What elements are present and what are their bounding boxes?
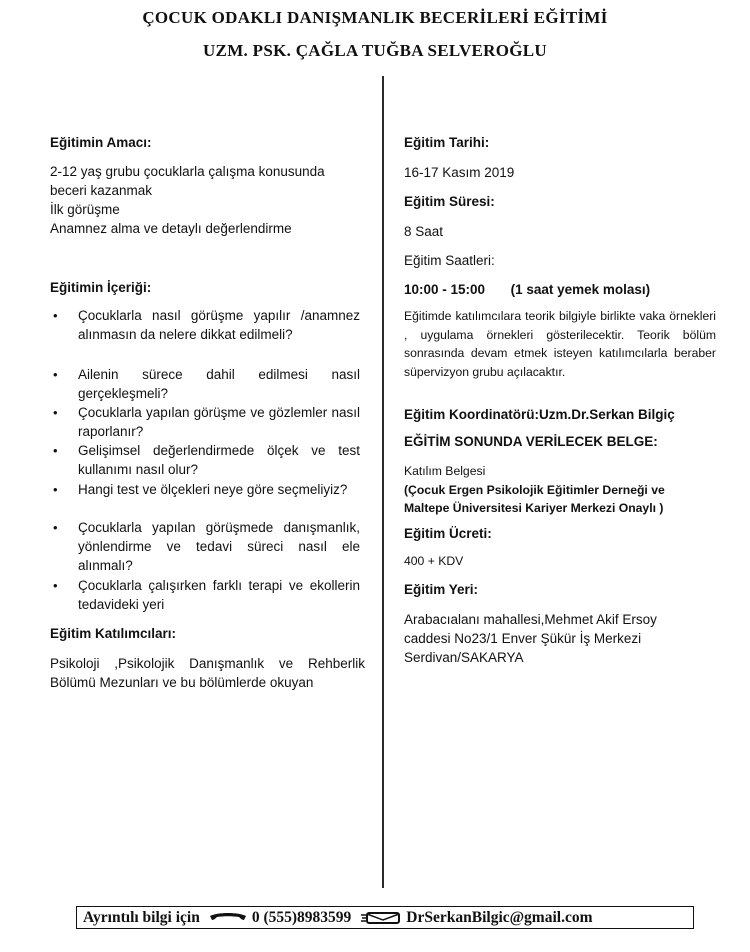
duration-label: Eğitim Süresi: — [404, 194, 495, 209]
purpose-label: Eğitimin Amacı: — [50, 135, 152, 150]
info-label: Ayrıntılı bilgi için — [83, 908, 200, 926]
date-value: 16-17 Kasım 2019 — [404, 165, 515, 180]
purpose-line: 2-12 yaş grubu çocuklarla çalışma konusunda — [50, 164, 325, 179]
participants-label: Eğitim Katılımcıları: — [50, 626, 177, 641]
list-item: • Çocuklarla yapılan görüşmede danışmanlık, yönlendirme ve tedavi süreci nasıl ele alınmalı? — [78, 518, 360, 575]
location-line: caddesi No23/1 Enver Şükür İş Merkezi — [404, 631, 642, 646]
hours-row — [404, 280, 650, 299]
list-item: • Çocuklarla nasıl görüşme yapılır /anamnez alınmasın da nelere dikkat edilmeli? — [78, 306, 360, 344]
list-item: • Gelişimsel değerlendirmede ölçek ve test kullanımı nasıl olur? — [78, 441, 360, 479]
page-title: ÇOCUK ODAKLI DANIŞMANLIK BECERİLERİ EĞİTİMİ — [142, 8, 608, 27]
certificate-heading: EĞİTİM SONUNDA VERİLECEK BELGE: — [404, 434, 658, 449]
purpose-line: beceri kazanmak — [50, 183, 153, 198]
list-item: • Çocuklarla yapılan görüşme ve gözlemler nasıl raporlanır? — [78, 403, 360, 441]
purpose-text — [50, 162, 325, 238]
date-label: Eğitim Tarihi: — [404, 135, 490, 150]
coordinator-label: Eğitim Koordinatörü:Uzm.Dr.Serkan Bilgiç — [404, 407, 675, 422]
content-label: Eğitimin İçeriği: — [50, 280, 152, 295]
certificate-line: Katılım Belgesi — [404, 464, 486, 478]
fee-value: 400 + KDV — [404, 554, 464, 568]
location-label: Eğitim Yeri: — [404, 582, 479, 597]
hours-value: 10:00 - 15:00 — [404, 282, 486, 297]
column-divider — [382, 76, 384, 888]
contact-footer — [76, 906, 694, 929]
certificate-line: Maltepe Üniversitesi Kariyer Merkezi Onaylı ) — [404, 501, 664, 515]
phone-handset-icon — [208, 908, 248, 928]
email-address[interactable]: DrSerkanBilgic@gmail.com — [406, 908, 593, 926]
participants-text: Psikoloji ,Psikolojik Danışmanlık ve Rehberlik Bölümü Mezunları ve bu bölümlerde okuyan — [50, 656, 365, 690]
purpose-line: Anamnez alma ve detaylı değerlendirme — [50, 221, 292, 236]
location-line: Serdivan/SAKARYA — [404, 650, 524, 665]
envelope-icon — [361, 908, 403, 928]
list-item: • Çocuklarla çalışırken farklı terapi ve ekollerin tedavideki yeri — [78, 576, 360, 614]
list-item: • Ailenin sürece dahil edilmesi nasıl gerçekleşmeli? — [78, 365, 360, 403]
hours-label: Eğitim Saatleri: — [404, 253, 495, 268]
fee-label: Eğitim Ücreti: — [404, 526, 492, 541]
certificate-line: (Çocuk Ergen Psikolojik Eğitimler Derneği ve — [404, 482, 665, 497]
phone-number[interactable]: 0 (555)8983599 — [251, 908, 352, 926]
location-text — [404, 610, 657, 667]
hours-note: (1 saat yemek molası) — [510, 282, 651, 297]
purpose-line: İlk görüşme — [50, 202, 120, 217]
certificate-text — [404, 462, 665, 518]
duration-value: 8 Saat — [404, 224, 444, 239]
location-line: Arabacıalanı mahallesi,Mehmet Akif Ersoy — [404, 612, 657, 627]
description-text: Eğitimde katılımcılara teorik bilgiyle birlikte vaka örnekleri , uygulama örnekleri gösterilecektir. Teorik bölüm sonrasında devam etmek isteyen katılımcılarla beraber süpervizyon grubu açılacaktır. — [404, 309, 716, 379]
list-item: • Hangi test ve ölçekleri neye göre seçmeliyiz? — [78, 480, 360, 499]
page-subtitle: UZM. PSK. ÇAĞLA TUĞBA SELVEROĞLU — [202, 41, 547, 60]
